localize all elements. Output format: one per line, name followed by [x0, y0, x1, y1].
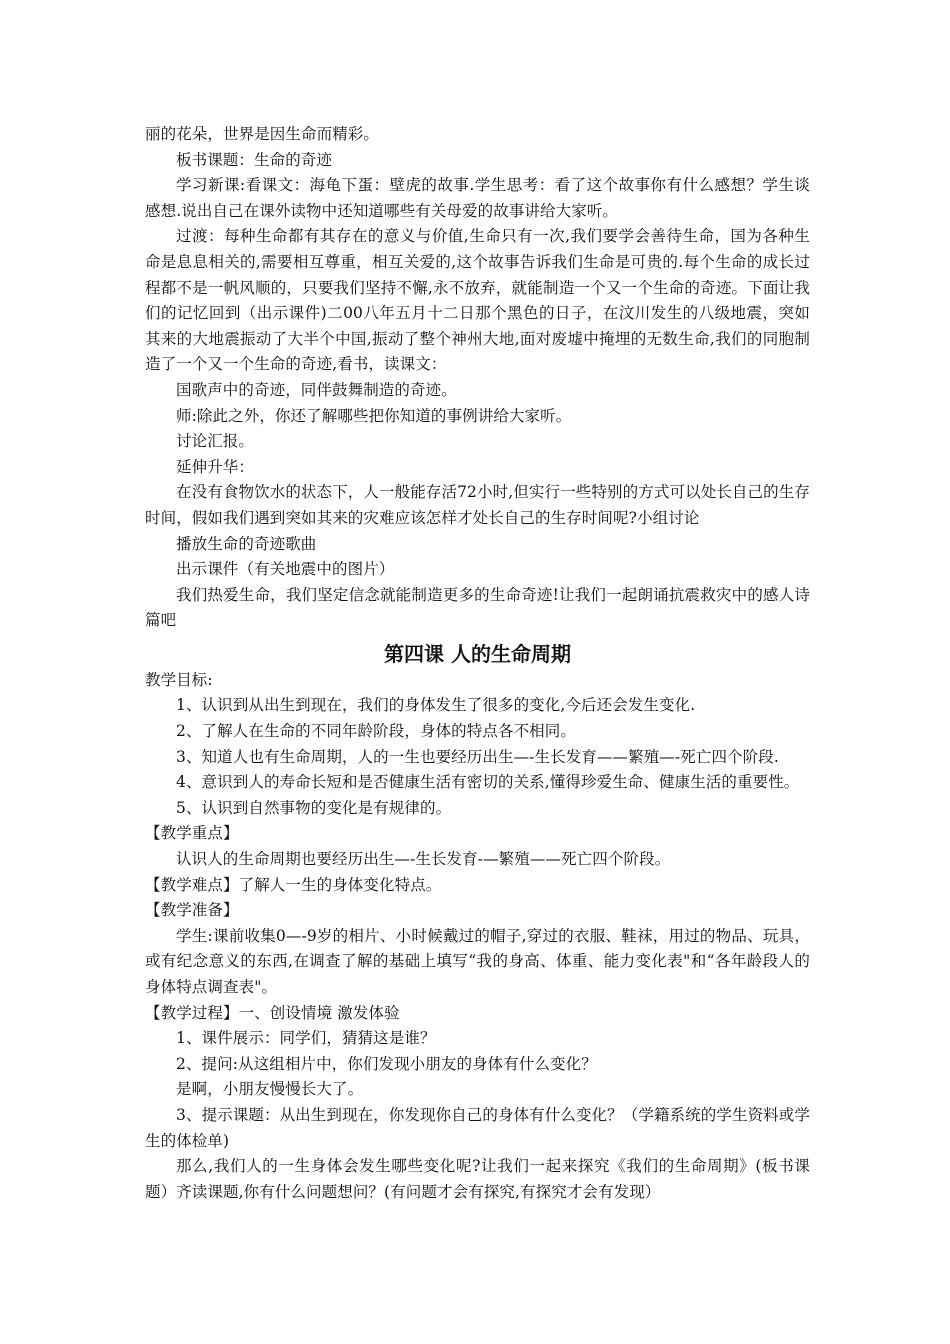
paragraph: 我们热爱生命，我们坚定信念就能制造更多的生命奇迹!让我们一起朗诵抗震救灾中的感人诗篇吧 [145, 585, 810, 630]
paragraph: 师:除此之外，你还了解哪些把你知道的事例讲给大家听。 [176, 406, 572, 425]
lesson-title: 第四课 人的生命周期 [384, 641, 571, 666]
process-item: 是啊，小朋友慢慢长大了。 [176, 1080, 364, 1099]
paragraph: 延伸升华： [176, 457, 255, 476]
objectives-heading: 教学目标: [145, 670, 213, 689]
prep-text: 学生:课前收集0—-9岁的相片、小时候戴过的帽子,穿过的衣服、鞋袜，用过的物品、玩具，或有纪念意义的东西,在调查了解的基础上填写“我的身高、体重、能力变化表"和“各年龄段人的身体特点调查表"。 [145, 926, 810, 996]
paragraph: 过渡：每种生命都有其存在的意义与价值,生命只有一次,我们要学会善待生命，国为各种生命是息息相关的,需要相互尊重，相互关爱的,这个故事告诉我们生命是可贵的.每个生命的成长过程都不是一帆风顺的，只要我们坚持不懈,永不放弃，就能制造一个又一个生命的奇迹。下面让我们的记忆回到（出示课件)二00八年五月十二日那个黑色的日子，在汶川发生的八级地震，突如其来的大地震振动了大半个中国,振动了整个神州大地,面对废墟中掩埋的无数生命,我们的同胞制造了一个又一个生命的奇迹,看书，读课文： [145, 227, 810, 374]
paragraph: 板书课题：生命的奇迹 [176, 150, 333, 169]
paragraph: 播放生命的奇迹歌曲 [176, 534, 317, 553]
paragraph: 学习新课:看课文：海龟下蛋：壁虎的故事.学生思考：看了这个故事你有什么感想？学生谈感想.说出自己在课外读物中还知道哪些有关母爱的故事讲给大家听。 [145, 176, 810, 220]
paragraph: 在没有食物饮水的状态下，人一般能存活72小时,但实行一些特别的方式可以处长自己的生存时间，假如我们遇到突如其来的灾难应该怎样才处长自己的生存时间呢?小组讨论 [145, 483, 810, 527]
paragraph: 国歌声中的奇迹，同伴鼓舞制造的奇迹。 [176, 380, 457, 399]
process-item: 那么,我们人的一生身体会发生哪些变化呢?让我们一起来探究《我们的生命周期》(板书课题）齐读课题,你有什么问题想问？(有问题才会有探究,有探究才会有发现） [145, 1157, 810, 1201]
process-item: 2、提问:从这组相片中，你们发现小朋友的身体有什么变化？ [176, 1054, 597, 1073]
objective-item: 4、意识到人的寿命长短和是否健康生活有密切的关系,懂得珍爱生命、健康生活的重要性。 [176, 773, 800, 792]
process-item: 1、课件展示：同学们，猜猜这是谁？ [176, 1029, 436, 1048]
objective-item: 2、了解人在生命的不同年龄阶段，身体的特点各不相同。 [176, 722, 576, 741]
process-item: 3、提示课题：从出生到现在，你发现你自己的身体有什么变化？（学籍系统的学生资料或学生的体检单) [145, 1105, 810, 1150]
prep-heading: 【教学准备】 [145, 901, 239, 920]
objective-item: 1、认识到从出生到现在，我们的身体发生了很多的变化,今后还会发生变化. [176, 696, 696, 715]
objective-item: 5、认识到自然事物的变化是有规律的。 [176, 798, 452, 817]
process-line: 【教学过程】一、创设情境 激发体验 [145, 1003, 400, 1022]
objective-item: 3、知道人也有生命周期，人的一生也要经历出生—-生长发育——繁殖—-死亡四个阶段. [176, 747, 779, 766]
key-point-text: 认识人的生命周期也要经历出生—-生长发育-—繁殖——死亡四个阶段。 [176, 850, 671, 869]
key-point-heading: 【教学重点】 [145, 824, 239, 843]
paragraph: 出示课件（有关地震中的图片） [176, 560, 395, 579]
difficulty-line: 【教学难点】了解人一生的身体变化特点。 [145, 875, 442, 894]
paragraph: 丽的花朵，世界是因生命而精彩。 [145, 125, 380, 143]
paragraph: 讨论汇报。 [176, 432, 255, 451]
